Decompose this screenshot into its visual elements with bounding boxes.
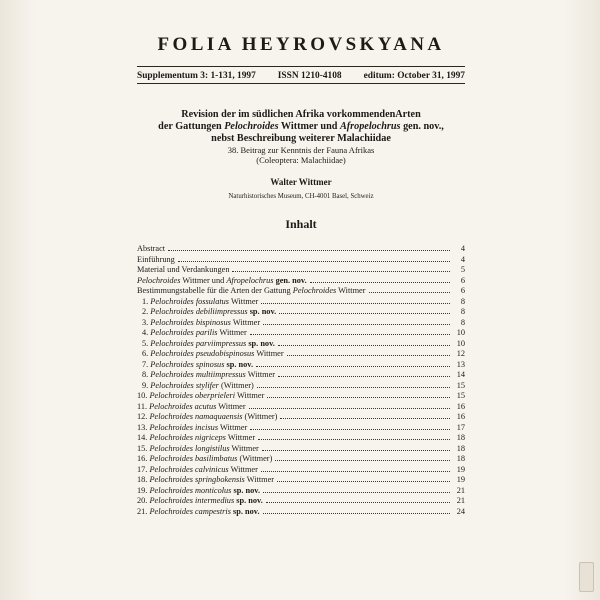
toc-entry-text: Pelochroides basilimbatus: [149, 454, 238, 463]
toc-entry-text: Pelochroides debiliimpressus: [150, 307, 248, 316]
toc-entry-text: Pelochroides fossulatus: [150, 296, 230, 306]
table-of-contents: [137, 244, 465, 517]
toc-entry: [137, 402, 465, 413]
toc-entry-text: Pelochroides pseudobispinosus: [150, 349, 255, 358]
toc-leader-dots: [256, 360, 450, 367]
toc-entry-page: 16: [456, 401, 465, 411]
toc-entry-label: [137, 286, 366, 297]
toc-entry-page: 10: [456, 328, 465, 337]
toc-entry-text: 3.: [142, 317, 151, 327]
toc-entry-text: Wittmer: [229, 443, 259, 453]
toc-leader-dots: [287, 349, 450, 356]
toc-entry-text: Wittmer: [229, 296, 259, 306]
toc-leader-dots: [263, 486, 450, 493]
toc-entry-text: 18.: [137, 475, 150, 484]
genus-name: Pelochroides: [224, 121, 279, 132]
toc-entry-text: Pelochroides nigriceps: [149, 433, 226, 442]
toc-entry-text: Wittmer: [230, 317, 261, 327]
toc-entry-text: 12.: [137, 412, 150, 421]
toc-entry-label: [137, 465, 258, 476]
toc-entry-page: 14: [456, 370, 465, 379]
toc-entry-label: [137, 486, 260, 497]
toc-leader-dots: [278, 339, 450, 346]
toc-entry-text: gen. nov.: [273, 275, 307, 285]
toc-entry-label: [137, 276, 307, 287]
toc-entry-text: Pelochroides stylifer: [150, 380, 219, 390]
toc-entry-page: 4: [460, 244, 465, 253]
toc-entry: [137, 423, 465, 434]
toc-entry-label: [137, 339, 275, 350]
toc-entry-text: Pelochroides calvinicus: [149, 464, 229, 474]
toc-entry-text: (Wittmer): [237, 454, 273, 463]
toc-leader-dots: [257, 381, 450, 388]
toc-entry-page: 21: [456, 496, 465, 505]
toc-entry-label: [137, 423, 247, 434]
toc-entry-text: Pelochroides namaquaensis: [149, 412, 243, 421]
toc-leader-dots: [278, 370, 450, 377]
toc-entry: [137, 391, 465, 402]
toc-entry-text: sp. nov.: [230, 506, 260, 516]
toc-entry-page: 8: [460, 317, 465, 327]
toc-entry-text: Pelochroides spinosus: [150, 359, 225, 369]
toc-entry-label: [137, 360, 253, 371]
toc-entry-page: 18: [456, 443, 465, 453]
toc-entry-text: 21.: [137, 506, 150, 516]
toc-entry-text: Pelochroides campestris: [149, 506, 231, 516]
toc-entry-text: sp. nov.: [247, 307, 277, 316]
toc-leader-dots: [178, 255, 450, 262]
toc-entry-label: [137, 412, 277, 423]
toc-leader-dots: [310, 276, 450, 283]
toc-entry-text: Pelochroides: [292, 286, 337, 295]
toc-entry-text: 7.: [142, 359, 151, 369]
toc-entry-page: 19: [456, 464, 465, 474]
toc-entry-text: sp. nov.: [231, 485, 261, 495]
supplement-line: [137, 71, 465, 81]
toc-entry-label: [137, 496, 263, 507]
editum-date: editum: October 31, 1997: [363, 71, 465, 81]
toc-entry-text: 2.: [142, 307, 151, 316]
toc-leader-dots: [279, 307, 450, 314]
toc-entry-text: Abstract: [137, 244, 166, 253]
article-subtitle-1: 38. Beitrag zur Kenntnis der Fauna Afrikas: [227, 145, 375, 155]
toc-entry-text: 11.: [137, 401, 150, 411]
toc-entry-text: 16.: [137, 454, 150, 463]
toc-entry-page: 24: [456, 506, 465, 516]
toc-entry: [137, 307, 465, 318]
toc-entry-text: Wittmer: [254, 349, 284, 358]
toc-entry-text: Wittmer: [235, 391, 265, 400]
toc-leader-dots: [250, 328, 450, 335]
toc-entry: [137, 328, 465, 339]
publisher-mark-icon: [579, 562, 594, 592]
toc-entry-label: [137, 370, 275, 381]
toc-entry: [137, 297, 465, 308]
toc-entry-label: [137, 475, 274, 486]
toc-entry-text: Wittmer: [217, 328, 247, 337]
toc-entry-page: 16: [456, 412, 465, 421]
article-title: [137, 109, 465, 145]
toc-entry: [137, 507, 465, 518]
toc-leader-dots: [277, 475, 450, 482]
toc-entry-page: 12: [456, 349, 465, 358]
toc-entry: [137, 433, 465, 444]
title-text: Wittmer und: [278, 121, 340, 132]
title-text: gen. nov.,: [400, 121, 444, 132]
toc-entry-text: Pelochroides multiimpressus: [150, 370, 246, 379]
toc-entry-text: Wittmer: [225, 433, 256, 442]
toc-entry-text: 13.: [137, 422, 150, 432]
toc-entry-page: 6: [460, 286, 465, 295]
toc-leader-dots: [263, 318, 450, 325]
toc-entry-page: 5: [460, 265, 465, 274]
toc-entry: [137, 339, 465, 350]
toc-entry-text: Pelochroides monticolus: [149, 485, 232, 495]
toc-entry-text: Pelochroides incisus: [149, 422, 219, 432]
toc-entry: [137, 412, 465, 423]
toc-entry-text: Afropelochrus: [226, 275, 274, 285]
toc-entry-page: 4: [460, 254, 465, 264]
toc-entry-label: [137, 318, 260, 329]
toc-entry-text: Pelochroides bispinosus: [150, 317, 231, 327]
toc-leader-dots: [262, 444, 450, 451]
toc-entry-text: Wittmer: [216, 401, 246, 411]
author-name: Walter Wittmer: [270, 177, 332, 187]
toc-entry-text: Material und Verdankungen: [137, 265, 230, 274]
toc-entry-page: 8: [460, 307, 465, 316]
toc-entry: [137, 381, 465, 392]
toc-entry: [137, 255, 465, 266]
toc-entry-text: Bestimmungstabelle für die Arten der Gattung: [137, 286, 293, 295]
toc-entry-page: 8: [460, 296, 465, 306]
toc-leader-dots: [267, 391, 450, 398]
toc-entry-page: 18: [456, 433, 465, 442]
toc-entry: [137, 276, 465, 287]
title-line-1: Revision der im südlichen Afrika vorkommendenArten: [181, 109, 421, 120]
toc-leader-dots: [168, 244, 450, 251]
toc-entry-text: 14.: [137, 433, 150, 442]
toc-entry-text: sp. nov.: [234, 496, 263, 505]
toc-entry-page: 19: [456, 475, 465, 484]
toc-entry-text: Wittmer: [336, 286, 366, 295]
toc-entry-label: [137, 307, 276, 318]
toc-entry: [137, 465, 465, 476]
toc-entry-text: 20.: [137, 496, 150, 505]
toc-entry-label: [137, 444, 259, 455]
toc-entry-label: [137, 507, 260, 518]
toc-entry: [137, 454, 465, 465]
toc-entry-label: [137, 454, 272, 465]
toc-entry-text: 4.: [142, 328, 151, 337]
issn: ISSN 1210-4108: [277, 71, 342, 81]
toc-entry-label: [137, 391, 264, 402]
toc-entry-text: Pelochroides parviimpressus: [150, 338, 247, 348]
toc-entry-label: [137, 381, 254, 392]
toc-entry-label: [137, 349, 284, 360]
toc-entry-text: sp. nov.: [224, 359, 254, 369]
toc-entry-text: Wittmer: [244, 475, 275, 484]
toc-entry: [137, 265, 465, 276]
toc-entry: [137, 349, 465, 360]
genus-name: Afropelochrus: [339, 121, 401, 132]
toc-leader-dots: [280, 412, 450, 419]
toc-entry-page: 17: [456, 422, 465, 432]
toc-entry: [137, 486, 465, 497]
toc-entry-text: Wittmer: [218, 422, 248, 432]
toc-leader-dots: [266, 496, 450, 503]
toc-entry-text: Wittmer: [228, 464, 258, 474]
toc-entry-text: (Wittmer): [242, 412, 278, 421]
toc-leader-dots: [369, 286, 451, 293]
toc-entry-text: Pelochroides parilis: [150, 328, 218, 337]
toc-entry-label: [137, 255, 175, 266]
toc-leader-dots: [261, 465, 450, 472]
toc-entry-text: Pelochroides springbokensis: [149, 475, 245, 484]
toc-entry: [137, 496, 465, 507]
toc-entry-text: 15.: [137, 443, 150, 453]
toc-leader-dots: [261, 297, 450, 304]
journal-title: FOLIA HEYROVSKYANA: [157, 34, 445, 55]
toc-entry: [137, 286, 465, 297]
toc-entry-text: 6.: [142, 349, 151, 358]
toc-entry-label: [137, 244, 165, 255]
toc-entry-label: [137, 297, 258, 308]
toc-entry-page: 10: [456, 338, 465, 348]
toc-entry-page: 18: [456, 454, 465, 463]
toc-entry-text: 19.: [137, 485, 150, 495]
toc-entry-label: [137, 433, 255, 444]
toc-entry-text: Pelochroides intermedius: [149, 496, 235, 505]
supplement-info: Supplementum 3: 1-131, 1997: [137, 71, 256, 81]
article-subtitle-2: (Coleoptera: Malachiidae): [256, 155, 346, 165]
toc-entry-label: [137, 328, 247, 339]
toc-entry-text: 1.: [142, 296, 151, 306]
toc-entry-page: 13: [456, 359, 465, 369]
toc-leader-dots: [250, 423, 450, 430]
toc-entry-text: 9.: [142, 380, 151, 390]
toc-leader-dots: [249, 402, 450, 409]
toc-entry: [137, 370, 465, 381]
toc-entry-text: 17.: [137, 464, 150, 474]
toc-entry-label: [137, 265, 229, 276]
toc-entry: [137, 444, 465, 455]
toc-entry-text: Pelochroides acutus: [149, 401, 217, 411]
toc-entry-text: sp. nov.: [246, 338, 275, 348]
title-text: der Gattungen: [158, 121, 225, 132]
toc-entry-page: 21: [456, 485, 465, 495]
toc-entry-text: Einführung: [137, 254, 175, 264]
author-affiliation: Naturhistorisches Museum, CH-4001 Basel, Schweiz: [228, 193, 374, 200]
toc-entry-text: (Wittmer): [218, 380, 254, 390]
toc-leader-dots: [232, 265, 450, 272]
toc-leader-dots: [258, 433, 450, 440]
toc-entry-text: Wittmer und: [180, 275, 227, 285]
toc-entry-text: Pelochroides longistilus: [149, 443, 230, 453]
toc-entry-text: Pelochroides: [137, 275, 181, 285]
toc-entry: [137, 475, 465, 486]
toc-entry: [137, 360, 465, 371]
toc-entry-page: 15: [456, 380, 465, 390]
toc-entry-text: Pelochroides oberprieleri: [149, 391, 236, 400]
toc-entry-label: [137, 402, 246, 413]
header-rule-top: [137, 66, 465, 67]
toc-entry-text: 5.: [142, 338, 151, 348]
toc-entry-page: 15: [456, 391, 465, 400]
toc-leader-dots: [275, 454, 450, 461]
toc-entry-text: 10.: [137, 391, 150, 400]
toc-entry: [137, 318, 465, 329]
toc-entry: [137, 244, 465, 255]
toc-entry-page: 6: [460, 275, 465, 285]
title-line-2: [137, 121, 465, 133]
toc-heading: Inhalt: [285, 217, 317, 231]
title-line-3: nebst Beschreibung weiterer Malachiidae: [211, 133, 391, 144]
header-rule-bottom: [137, 83, 465, 84]
toc-leader-dots: [263, 507, 450, 514]
toc-entry-text: Wittmer: [245, 370, 276, 379]
toc-entry-text: 8.: [142, 370, 151, 379]
